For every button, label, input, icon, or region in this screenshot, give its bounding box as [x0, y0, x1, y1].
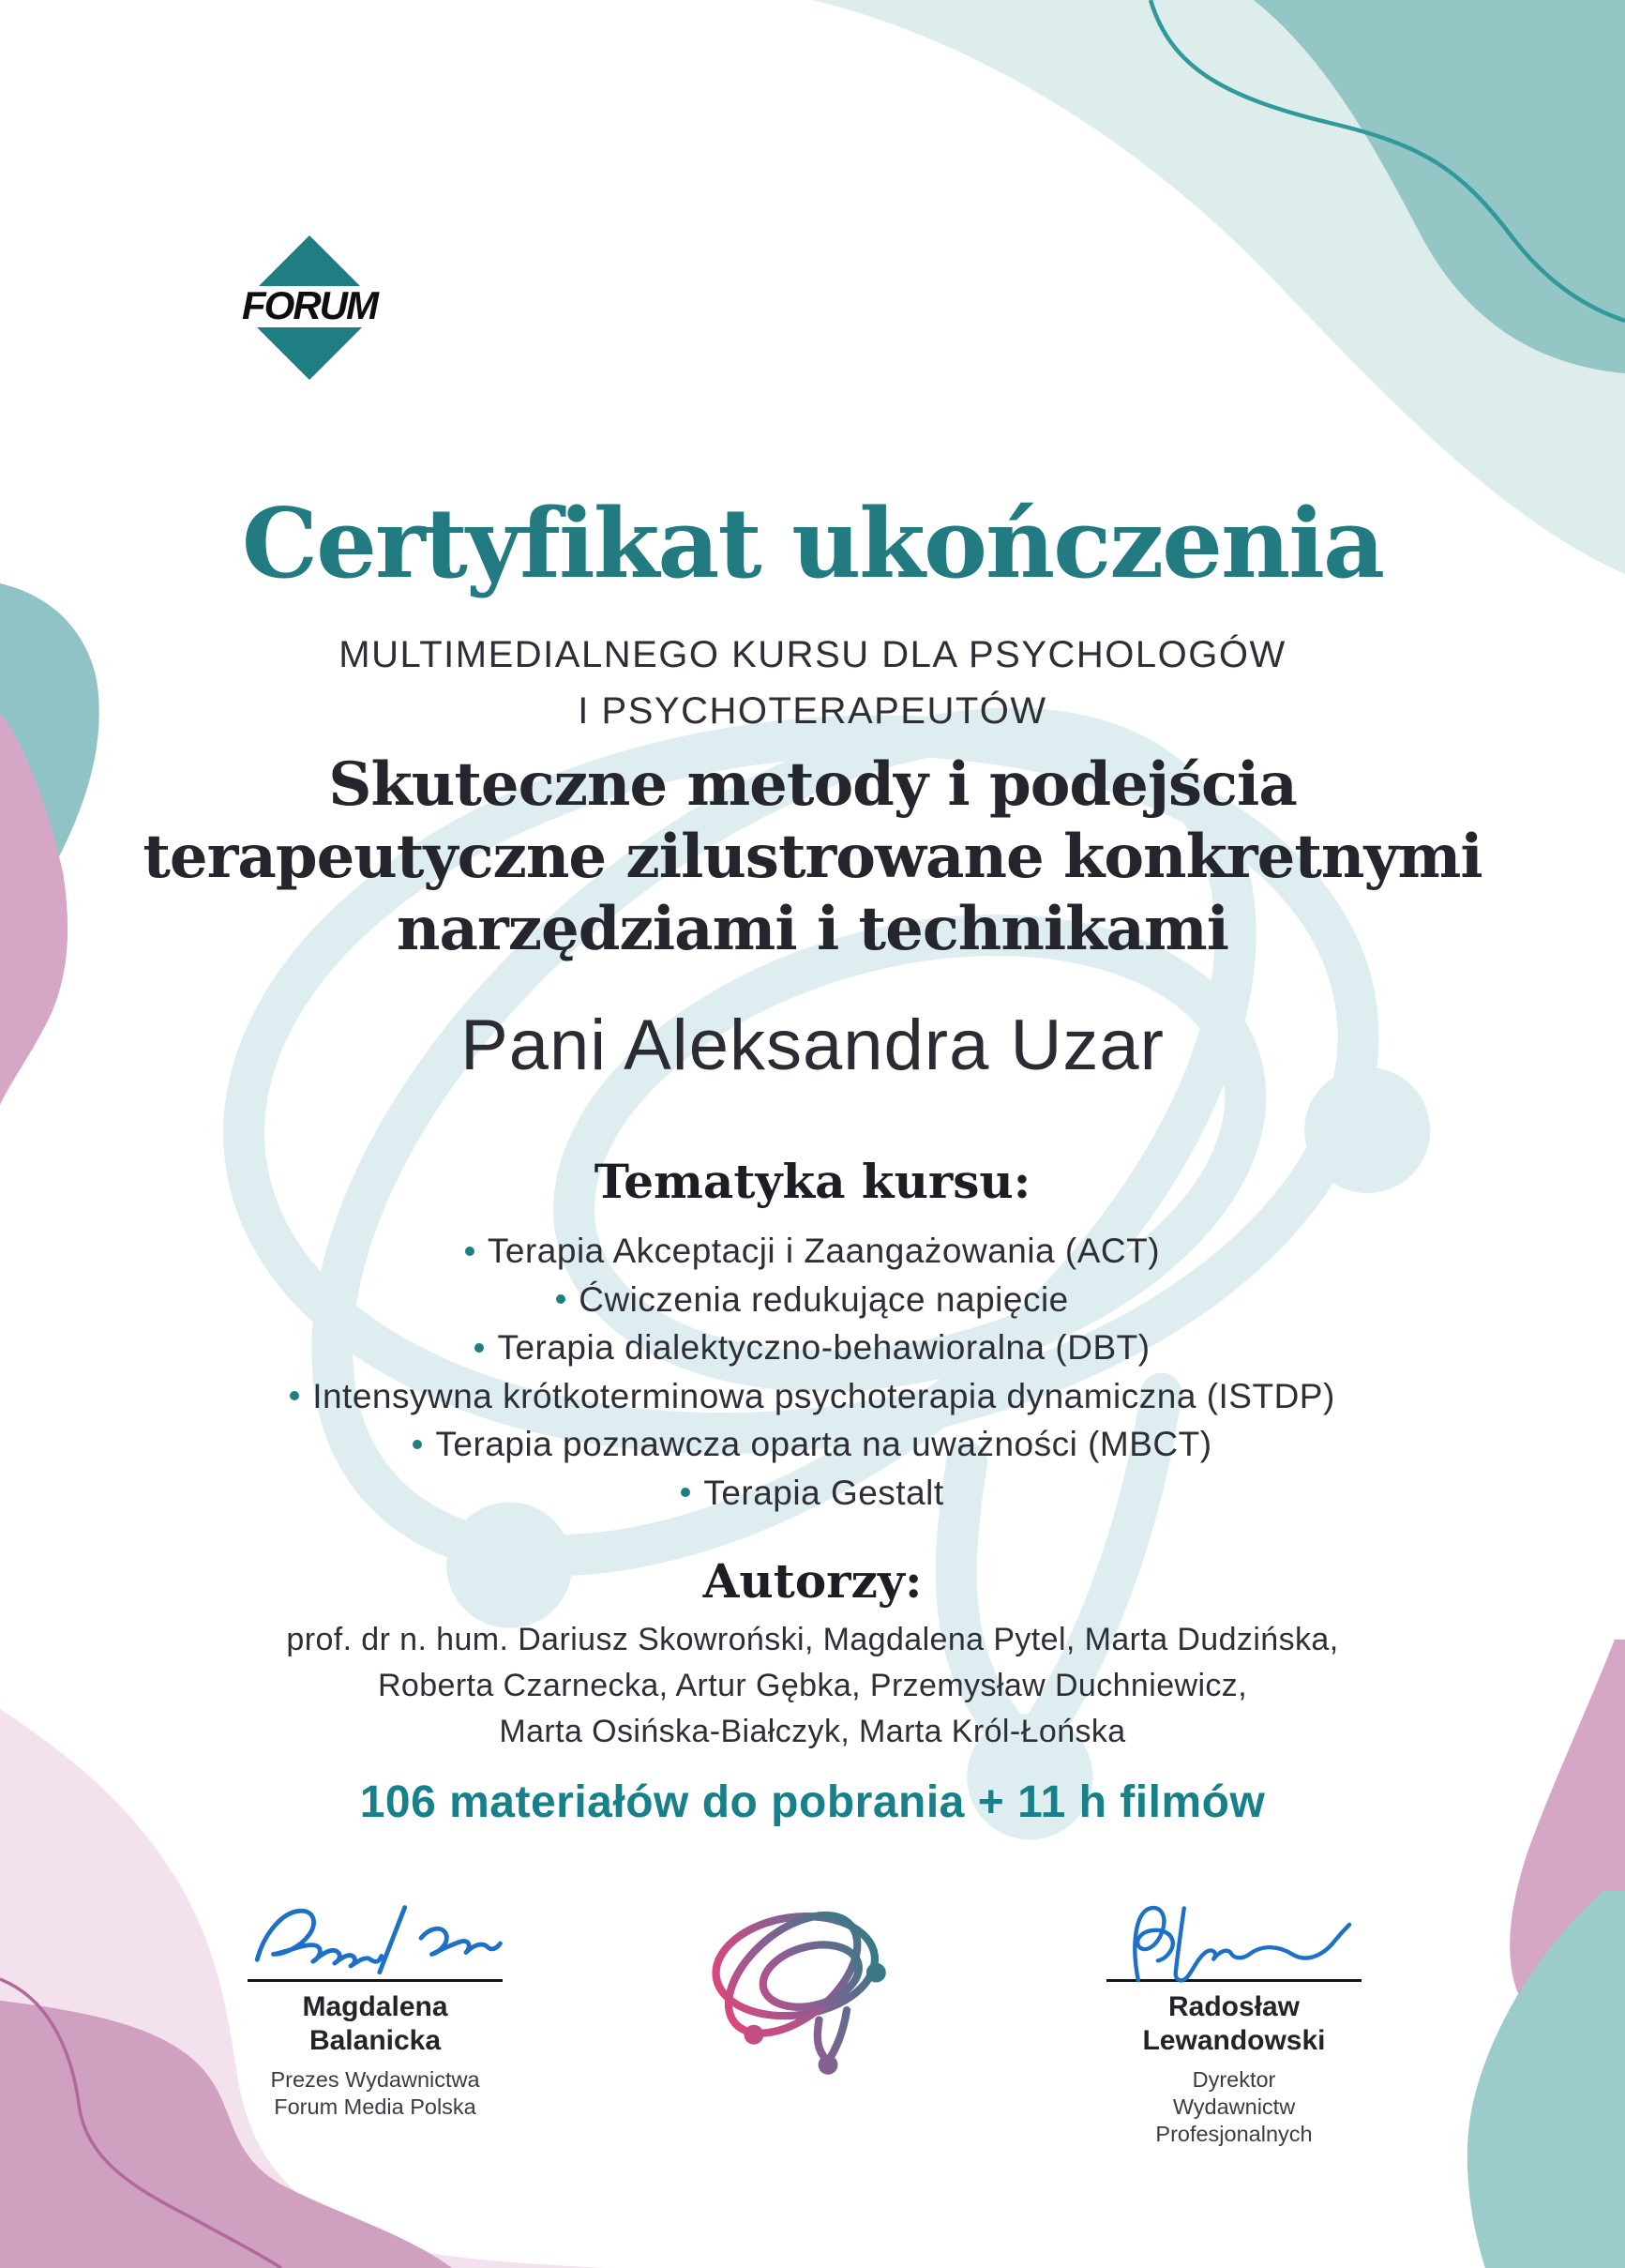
authors-line-1: prof. dr n. hum. Dariusz Skowroński, Magdalena Pytel, Marta Dudzińska,: [286, 1622, 1339, 1657]
signatory-role-line-1: Dyrektor: [1192, 2066, 1276, 2092]
subtitle-line-1: MULTIMEDIALNEGO KURSU DLA PSYCHOLOGÓW: [339, 634, 1286, 675]
subtitle: [0, 627, 1625, 739]
list-item: [0, 1420, 1625, 1469]
topics-list: [0, 1227, 1625, 1517]
topic-label: Intensywna krótkoterminowa psychoterapia dynamiczna (ISTDP): [312, 1376, 1335, 1415]
bullet-icon: [290, 1391, 299, 1400]
brain-logo: [703, 1891, 891, 2087]
signature-line: [248, 1979, 503, 1982]
bullet-icon: [474, 1343, 484, 1353]
signature-left-autograph: [239, 1898, 511, 1988]
list-item: [0, 1323, 1625, 1372]
topic-label: Terapia poznawcza oparta na uważności (MBCT): [435, 1425, 1212, 1463]
course-title-line-3: narzędziami i technikami: [396, 894, 1229, 964]
forum-logo-text: FORUM: [242, 283, 377, 327]
bullet-icon: [556, 1294, 565, 1304]
page-title: Certyfikat ukończenia: [241, 488, 1384, 600]
signature-block-left: [234, 1898, 516, 2121]
signatory-role: [1093, 2066, 1375, 2148]
signatory-role-line-2: Wydawnictw Profesjonalnych: [1155, 2094, 1313, 2146]
course-title-line-2: terapeutyczne zilustrowane konkretnymi: [143, 822, 1482, 892]
forum-logo: [230, 233, 389, 383]
authors-list: [0, 1617, 1625, 1755]
topics-heading: Tematyka kursu:: [594, 1154, 1031, 1209]
signatory-role-line-2: Forum Media Polska: [274, 2094, 476, 2119]
signatory-name: Radosław Lewandowski: [1142, 1990, 1326, 2056]
signature-block-right: [1093, 1898, 1375, 2148]
signatory-role: [234, 2066, 516, 2121]
subtitle-line-2: I PSYCHOTERAPEUTÓW: [578, 690, 1047, 732]
topic-label: Terapia Gestalt: [703, 1473, 944, 1512]
list-item: [0, 1469, 1625, 1518]
topic-label: Terapia Akceptacji i Zaangażowania (ACT): [487, 1232, 1161, 1270]
course-title: [0, 748, 1625, 965]
authors-heading: Autorzy:: [702, 1553, 923, 1609]
bullet-icon: [681, 1488, 690, 1497]
signature-line: [1106, 1979, 1362, 1982]
signatory-name: Magdalena Balanicka: [302, 1990, 448, 2056]
topic-label: Ćwiczenia redukujące napięcie: [579, 1279, 1069, 1319]
topic-label: Terapia dialektyczno-behawioralna (DBT): [497, 1328, 1151, 1367]
authors-line-3: Marta Osińska-Białczyk, Marta Król-Łońska: [499, 1714, 1126, 1749]
bullet-icon: [465, 1247, 474, 1256]
list-item: [0, 1372, 1625, 1421]
materials-note: 106 materiałów do pobrania + 11 h filmów: [359, 1777, 1266, 1827]
bullet-icon: [413, 1440, 422, 1449]
signatory-role-line-1: Prezes Wydawnictwa: [270, 2066, 480, 2092]
list-item: [0, 1276, 1625, 1324]
recipient-name: Pani Aleksandra Uzar: [460, 1005, 1165, 1085]
list-item: [0, 1227, 1625, 1276]
authors-line-2: Roberta Czarnecka, Artur Gębka, Przemysław Duchniewicz,: [377, 1668, 1248, 1703]
signature-right-autograph: [1098, 1898, 1370, 1988]
course-title-line-1: Skuteczne metody i podejścia: [328, 749, 1297, 820]
